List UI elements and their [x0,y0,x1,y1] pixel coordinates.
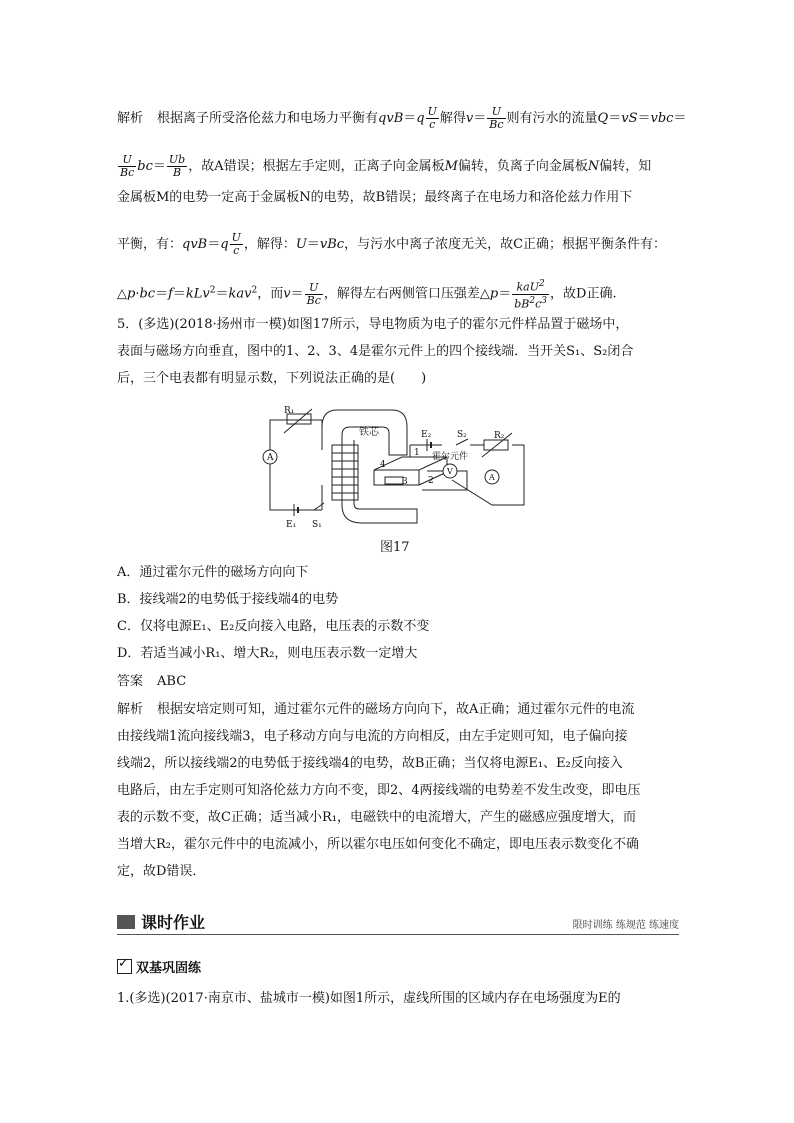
resistor-r2 [484,440,508,450]
svg-text:S₂: S₂ [457,430,467,440]
svg-text:2: 2 [428,476,434,486]
left-circuit-wire [270,420,322,510]
q5-analysis-line-5: 表的示数不变，故C正确；适当减小R₁，电磁铁中的电流增大，产生的磁感应强度增大，而 [117,810,636,825]
homework-title: 课时作业 [141,913,206,932]
svg-text:A: A [267,453,274,463]
q5-analysis-line-6: 当增大R₂，霍尔元件中的电流减小，所以霍尔电压如何变化不确定，即电压表示数变化不确 [117,837,640,852]
option-a: A．通过霍尔元件的磁场方向向下 [117,565,309,580]
question-5-line-1: 5．(多选)(2018·扬州市一模)如图17所示，导电物质为电子的霍尔元件样品置于磁场中， [117,317,629,332]
question-5-line-2: 表面与磁场方向垂直，图中的1、2、3、4是霍尔元件上的四个接线端．当开关S₁、S₂闭合 [117,344,634,359]
analysis-line-2: $\frac{U}{Bc}$ bc＝ $\frac{Ub}{B}$ ，故A错误；根据左手定则，正离子向金属板M偏转，负离子向金属板N偏转，知 [120,153,652,179]
q5-analysis-line-4: 电路后，由左手定则可知洛伦兹力方向不变，即2、4两接线端的电势差不发生改变，即电压 [117,783,641,798]
svg-text:E₂: E₂ [421,430,432,440]
answer-value: ABC [157,674,187,689]
svg-text:R₂: R₂ [494,431,505,441]
svg-text:E₁: E₁ [286,520,297,530]
homework-question-1: 1.(多选)(2017·南京市、盐城市一模)如图1所示，虚线所围的区域内存在电场强度为E的 [117,991,621,1006]
svg-text:3: 3 [402,477,408,487]
analysis-label: 解析 [117,111,144,126]
svg-text:A: A [489,473,495,482]
svg-text:铁芯: 铁芯 [359,427,379,438]
q5-analysis-line-3: 线端2，所以接线端2的电势低于接线端4的电势，故B正确；当仅将电源E₁、E₂反向接入 [117,756,623,771]
option-b: B．接线端2的电势低于接线端4的电势 [117,592,339,607]
analysis-line-1: 解析 根据离子所受洛伦兹力和电场力平衡有qvB＝q $\frac{U}{c}$ 解得v＝ $\frac{U}{Bc}$ 则有污水的流量Q＝vS＝vbc＝ [117,105,687,131]
answer-label: 答案 [117,674,144,689]
analysis-line-3: 金属板M的电势一定高于金属板N的电势，故B错误；最终离子在电场力和洛伦兹力作用下 [117,190,633,205]
q5-analysis-line-2: 由接线端1流向接线端3，电子移动方向与电流的方向相反，由左手定则可知，电子偏向接 [117,729,628,744]
q5-analysis-line-7: 定，故D错误． [117,864,206,879]
svg-text:V: V [447,467,453,476]
option-c: C．仅将电源E₁、E₂反向接入电路，电压表的示数不变 [117,619,430,634]
question-5-line-3: 后，三个电表都有明显示数，下列说法正确的是( ) [117,371,427,386]
answer-line [117,673,186,691]
analysis-line-4: 平衡，有：qvB＝q $\frac{U}{c}$ ，解得：U＝vBc，与污水中离子浓度无关，故C正确；根据平衡条件有： [117,231,667,257]
fraction: $\frac{U}{c}$ [427,105,437,131]
q5-analysis-line-1: 解析 根据安培定则可知，通过霍尔元件的磁场方向向下，故A正确；通过霍尔元件的电流 [117,702,635,717]
check-icon [117,959,132,974]
svg-text:S₁: S₁ [312,520,322,530]
section-heading: ✓ 双基巩固练 [117,957,201,976]
svg-text:R₁: R₁ [284,406,295,416]
option-d: D．若适当减小R₁、增大R₂，则电压表示数一定增大 [117,646,418,661]
svg-text:1: 1 [414,448,420,458]
homework-icon [117,915,135,929]
homework-header [117,910,679,935]
svg-text:霍尔元件: 霍尔元件 [432,452,469,462]
hall-element-circuit-figure [262,405,532,530]
svg-text:4: 4 [380,460,386,470]
figure-caption: 图17 [380,540,410,555]
homework-subtitle: 限时训练 练规范 练速度 [572,920,679,931]
analysis-line-5: △p·bc＝f＝kLv$^2$＝kav$^2$，而v＝ $\frac{U}{Bc}$ ，解得左右两侧管口压强差△p＝ $\frac{kaU^2}{bB^2c^3}$ ，故D正确. [117,279,617,311]
